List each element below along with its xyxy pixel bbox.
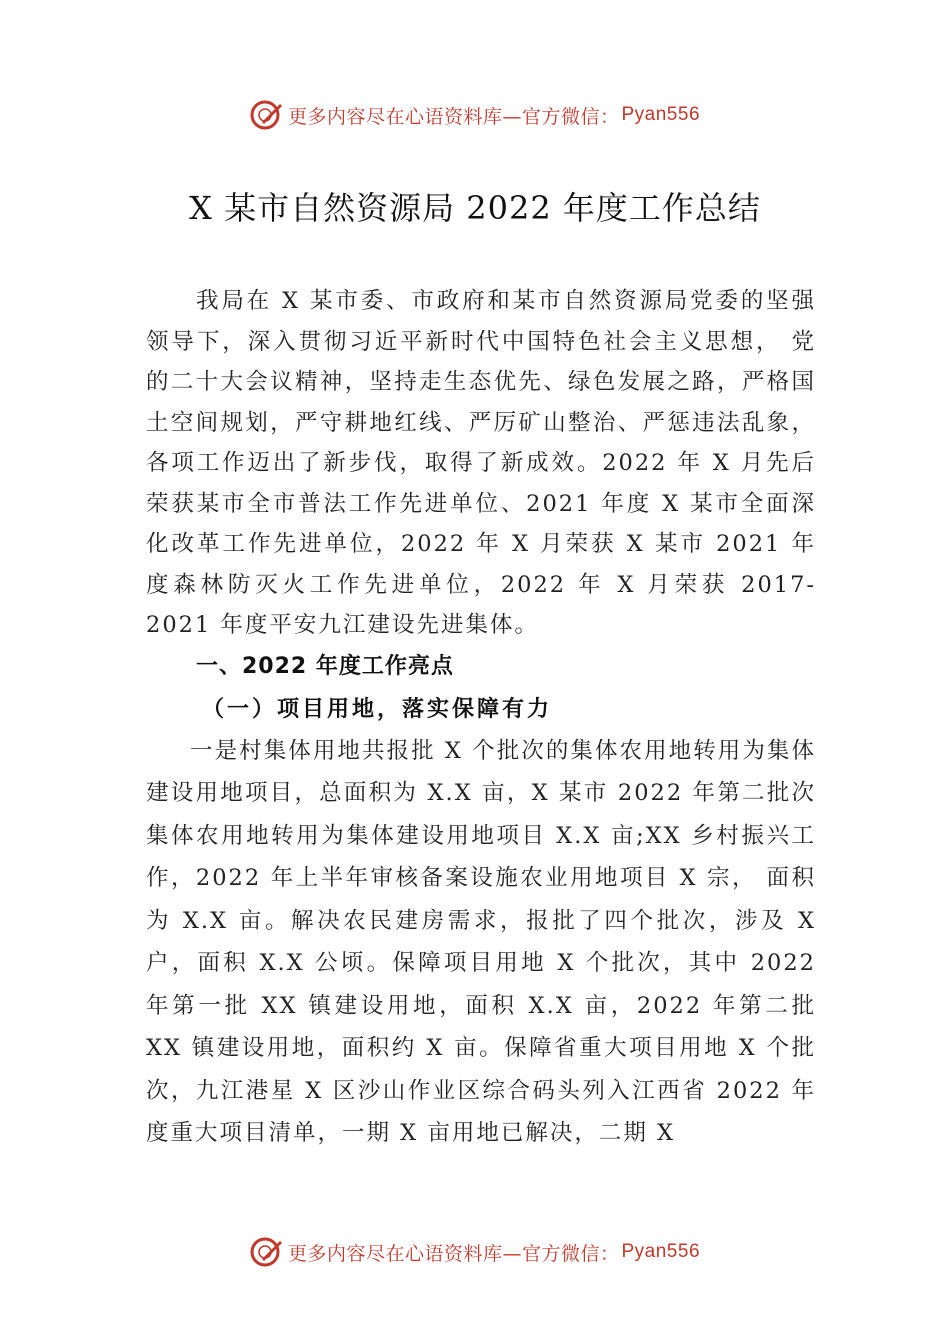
wechat-id: Pyan556	[621, 1241, 701, 1262]
intro-paragraph: 我局在 X 某市委、市政府和某市自然资源局党委的坚强领导下，深入贯彻习近平新时代中国特色社会主义思想， 党的二十大会议精神，坚持走生态优先、绿色发展之路，严格国土空间规划，严守耕地红线、严厉矿山整治、严惩违法乱象，各项工作迈出了新步伐，取得了新成效。2022 年 X 月先后荣获某市全市普法工作先进单位、2021 年度 X 某市全面深化改革工作先进单位，2022 年 X 月荣获 X 某市 2021 年度森林防灭火工作先进单位，2022 年 X 月荣获 2017-2021 年度平安九江建设先进集体。	[146, 288, 816, 638]
subsection-heading: （一）项目用地，落实保障有力	[202, 695, 553, 722]
document-title: X 某市自然资源局 2022 年度工作总结	[189, 189, 761, 227]
footer-banner	[0, 1232, 950, 1272]
banner-text: 更多内容尽在心语资料库—官方微信：	[287, 1242, 620, 1265]
subsection-paragraph: 一是村集体用地共报批 X 个批次的集体农用地转用为集体建设用地项目，总面积为 X.X 亩，X 某市 2022 年第二批次集体农用地转用为集体建设用地项目 X.X 亩;XX 乡村振兴工作，2022 年上半年审核备案设施农业用地项目 X 宗， 面积为 X.X 亩。解决农民建房需求，报批了四个批次，涉及 X 户，面积 X.X 公顷。保障项目用地 X 个批次，其中 2022 年第一批 XX 镇建设用地，面积 X.X 亩，2022 年第二批 XX 镇建设用地，面积约 X 亩。保障省重大项目用地 X 个批次，九江港星 X 区沙山作业区综合码头列入江西省 2022 年度重大项目清单，一期 X 亩用地已解决，二期 X	[146, 737, 816, 1146]
header-banner	[0, 95, 950, 135]
pen-logo-icon	[250, 1235, 284, 1269]
pen-logo-icon	[250, 98, 284, 132]
wechat-id: Pyan556	[621, 104, 701, 125]
document-body	[146, 281, 816, 1155]
section-heading: 一、2022 年度工作亮点	[196, 653, 454, 679]
banner-text: 更多内容尽在心语资料库—官方微信：	[287, 105, 620, 128]
